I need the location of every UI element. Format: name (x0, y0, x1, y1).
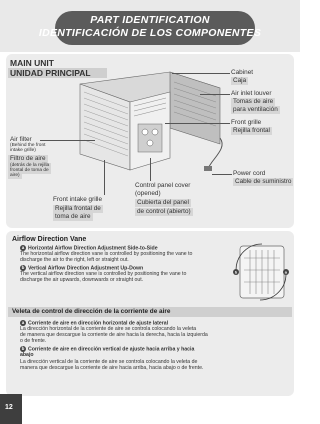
airflow-b-title: Vertical Airflow Direction Adjustment Up-Down (28, 265, 144, 272)
airflow-a-text-1: The horizontal airflow direction vane is controlled by positioning the vane to (20, 251, 193, 257)
front-intake-label-en: Front intake grille (53, 196, 103, 203)
airflow-b-text-2: discharge the air upwards, downwards or straight out. (20, 277, 144, 283)
air-conditioner-illustration (50, 66, 225, 176)
page-title-es: IDENTIFICACIÓN DE LOS COMPONENTES (38, 27, 262, 39)
veleta-a-text-3: o de frente. (20, 338, 47, 344)
air-inlet-leader (200, 94, 230, 95)
front-grille-label-en: Front grille (231, 119, 262, 126)
airflow-title: Airflow Direction Vane (12, 236, 87, 243)
letter-a-badge: a (21, 245, 25, 250)
air-inlet-label-es-1: Tomas de aire (233, 98, 274, 105)
power-cord-label-es: Cable de suministro (235, 178, 292, 185)
airflow-b-text-1: The vertical airflow direction vane is controlled by positioning the vane to (20, 271, 187, 277)
page-number: 12 (5, 404, 13, 411)
air-filter-sub-en-1: (Behind the front (10, 143, 46, 148)
cabinet-leader (172, 73, 230, 74)
air-filter-sub-es-1: (detrás de la rejilla (10, 163, 50, 168)
control-cover-label-es-1: Cubierta del panel (137, 199, 189, 206)
letter-a-badge-es: a (21, 320, 25, 325)
main-unit-title-es: UNIDAD PRINCIPAL (8, 68, 107, 78)
veleta-b-text-2: manera que descargue la corriente de aire hacia arriba, hacia abajo o de frente. (20, 365, 204, 371)
veleta-b-title-2: abajo (20, 352, 34, 358)
air-inlet-label-es-2: para ventilación (233, 106, 278, 113)
control-cover-leader (150, 158, 151, 181)
power-cord-leader (212, 174, 232, 175)
air-filter-leader (40, 140, 95, 141)
airflow-a-title: Horizontal Airflow Direction Adjustment Side-to-Side (28, 245, 158, 252)
power-cord-label-en: Power cord (233, 170, 266, 177)
air-filter-sub-en-2: intake grille) (10, 148, 36, 153)
vane-illustration (232, 240, 290, 304)
vane-letter-a: a (284, 269, 288, 275)
veleta-a-title: Corriente de aire en dirección horizontal de ajuste lateral (28, 320, 169, 327)
veleta-b-title-1: Corriente de aire en dirección vertical de ajuste hacia arriba y hacia (28, 346, 195, 353)
cabinet-label-en: Cabinet (231, 69, 254, 76)
letter-b-badge: b (21, 265, 25, 270)
veleta-title: Veleta de control de dirección de la corriente de aire (8, 307, 292, 317)
vane-letter-b: b (234, 269, 238, 275)
page-title-en: PART IDENTIFICATION (90, 14, 210, 26)
front-grille-label-es: Rejilla frontal (233, 127, 270, 134)
cabinet-label-es: Caja (233, 77, 247, 84)
control-cover-label-en-1: Control panel cover (135, 182, 191, 189)
control-cover-label-es-2: de control (abierto) (137, 208, 191, 215)
air-inlet-label-en: Air inlet louver (231, 90, 272, 97)
veleta-a-text-2: de manera que descargue la corriente de aire hacia la derecha, hacia la izquierda (20, 332, 208, 338)
veleta-a-text-1: La dirección horizontal de la corriente de aire se controla colocando la veleta (20, 326, 197, 332)
control-cover-label-en-2: (opened) (135, 190, 161, 197)
air-filter-label-en: Air filter (10, 136, 32, 143)
airflow-a-text-2: discharge the air to the right, left or straight out. (20, 257, 129, 263)
air-filter-sub-es-3: aire) (10, 173, 20, 178)
main-unit-title-en: MAIN UNIT (10, 58, 54, 68)
letter-b-badge-es: b (21, 346, 25, 351)
air-filter-sub-es-2: frontal de toma de (10, 168, 49, 173)
front-intake-leader (104, 160, 105, 195)
front-grille-leader (165, 123, 230, 124)
front-intake-label-es-2: toma de aire (55, 213, 91, 220)
front-intake-label-es-1: Rejilla frontal de (55, 205, 101, 212)
air-filter-label-es: Filtro de aire (10, 155, 46, 162)
veleta-b-text-1: La dirección vertical de la corriente de aire se controla colocando la veleta de (20, 359, 198, 365)
